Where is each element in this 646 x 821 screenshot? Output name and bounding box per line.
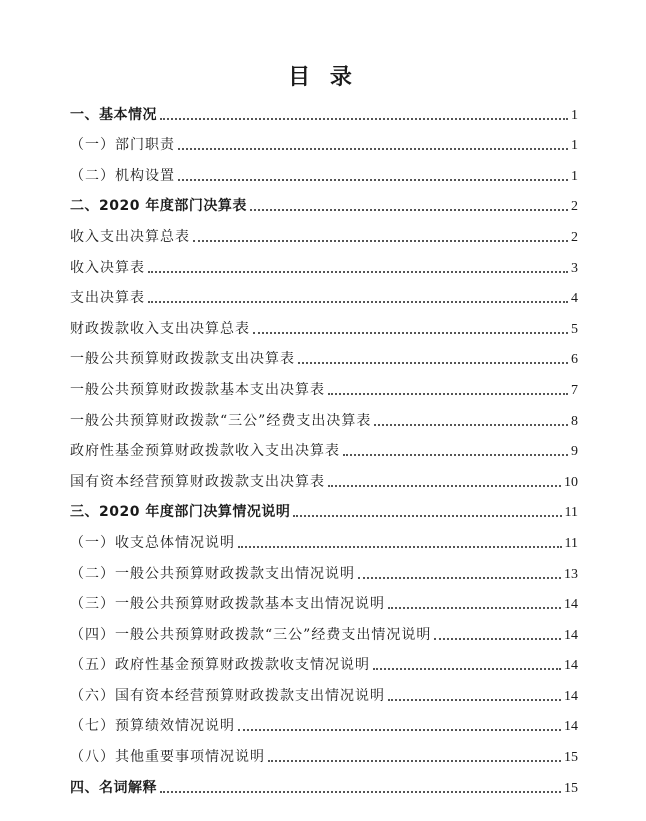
dot-leader [328,485,561,487]
toc-heading-entry[interactable] [70,493,578,524]
toc-entry-page-number: 14 [564,658,578,674]
toc-entry-label: （一）收支总体情况说明 [70,534,235,551]
toc-entry[interactable] [70,279,578,310]
toc-entry-label: 一般公共预算财政拨款支出决算表 [70,351,295,368]
dot-leader [374,424,568,426]
dot-leader [434,638,561,640]
toc-entry-label: （四）一般公共预算财政拨款“三公”经费支出情况说明 [70,626,432,643]
toc-entry-page-number: 4 [571,291,578,307]
toc-heading-entry[interactable] [70,187,578,218]
dot-leader [178,148,568,150]
toc-entry-label: （二）机构设置 [70,167,175,184]
dot-leader [293,515,561,517]
toc-entry-label: 收入支出决算总表 [70,228,190,245]
toc-entry[interactable] [70,554,578,585]
toc-entry-label: 国有资本经营预算财政拨款支出决算表 [70,473,325,490]
toc-entry-label: 二、2020 年度部门决算表 [70,198,247,215]
toc-entry[interactable] [70,432,578,463]
toc-entry[interactable] [70,585,578,616]
toc-entry-page-number: 11 [564,535,578,551]
toc-entry[interactable] [70,676,578,707]
toc-entry-page-number: 1 [571,138,578,154]
dot-leader [343,454,568,456]
toc-entry-label: 政府性基金预算财政拨款收入支出决算表 [70,443,340,460]
toc-entry[interactable] [70,401,578,432]
toc-entry-label: 四、名词解释 [70,779,157,796]
toc-entry-page-number: 14 [564,688,578,704]
toc-entry[interactable] [70,615,578,646]
toc-heading-entry[interactable] [70,95,578,126]
toc-entry-page-number: 3 [571,260,578,276]
dot-leader [250,209,568,211]
toc-entry-label: 一般公共预算财政拨款基本支出决算表 [70,381,325,398]
toc-entry-label: （七）预算绩效情况说明 [70,718,235,735]
toc-entry-page-number: 8 [571,413,578,429]
toc-entry[interactable] [70,340,578,371]
dot-leader [178,179,568,181]
toc-heading-entry[interactable] [70,768,578,799]
dot-leader [388,699,561,701]
toc-entry-page-number: 2 [571,199,578,215]
toc-entry-label: 收入决算表 [70,259,145,276]
toc-entry-page-number: 6 [571,352,578,368]
toc-entry[interactable] [70,646,578,677]
dot-leader [238,546,562,548]
toc-entry[interactable] [70,370,578,401]
toc-entry-label: （八）其他重要事项情况说明 [70,749,265,766]
toc-entry-label: （五）政府性基金预算财政拨款收支情况说明 [70,657,370,674]
toc-entry[interactable] [70,309,578,340]
toc-entry-label: 一、基本情况 [70,106,157,123]
dot-leader [268,760,561,762]
toc-entry[interactable] [70,248,578,279]
toc-entry[interactable] [70,126,578,157]
toc-entry[interactable] [70,217,578,248]
toc-entry[interactable] [70,737,578,768]
toc-entry-label: （六）国有资本经营预算财政拨款支出情况说明 [70,687,385,704]
toc-entry-page-number: 9 [571,444,578,460]
toc-entry-label: 三、2020 年度部门决算情况说明 [70,504,291,521]
toc-entry-label: （二）一般公共预算财政拨款支出情况说明 [70,565,355,582]
dot-leader [148,301,568,303]
toc-entry-page-number: 14 [564,597,578,613]
toc-entry-page-number: 13 [564,566,578,582]
toc-entry[interactable] [70,462,578,493]
table-of-contents [70,95,578,799]
toc-entry-page-number: 15 [564,780,578,796]
dot-leader [373,668,561,670]
dot-leader [193,240,568,242]
toc-entry-page-number: 14 [564,627,578,643]
toc-entry-page-number: 14 [564,719,578,735]
dot-leader [298,362,568,364]
toc-entry-page-number: 11 [564,505,578,521]
toc-entry-page-number: 7 [571,382,578,398]
toc-entry-page-number: 1 [571,168,578,184]
toc-entry-label: 支出决算表 [70,290,145,307]
toc-entry[interactable] [70,707,578,738]
dot-leader [148,271,568,273]
toc-entry-page-number: 15 [564,750,578,766]
dot-leader [253,332,568,334]
dot-leader [388,607,561,609]
toc-entry-page-number: 2 [571,229,578,245]
dot-leader [160,791,561,793]
toc-entry-label: （一）部门职责 [70,137,175,154]
toc-entry-page-number: 10 [564,474,578,490]
toc-entry[interactable] [70,523,578,554]
toc-entry-label: 一般公共预算财政拨款“三公”经费支出决算表 [70,412,372,429]
toc-entry-label: 财政拨款收入支出决算总表 [70,320,250,337]
dot-leader [238,729,561,731]
dot-leader [358,577,561,579]
toc-entry-page-number: 1 [571,107,578,123]
toc-entry-page-number: 5 [571,321,578,337]
toc-entry-label: （三）一般公共预算财政拨款基本支出情况说明 [70,596,385,613]
page-title: 目 录 [288,65,358,90]
toc-entry[interactable] [70,156,578,187]
dot-leader [160,118,568,120]
dot-leader [328,393,568,395]
